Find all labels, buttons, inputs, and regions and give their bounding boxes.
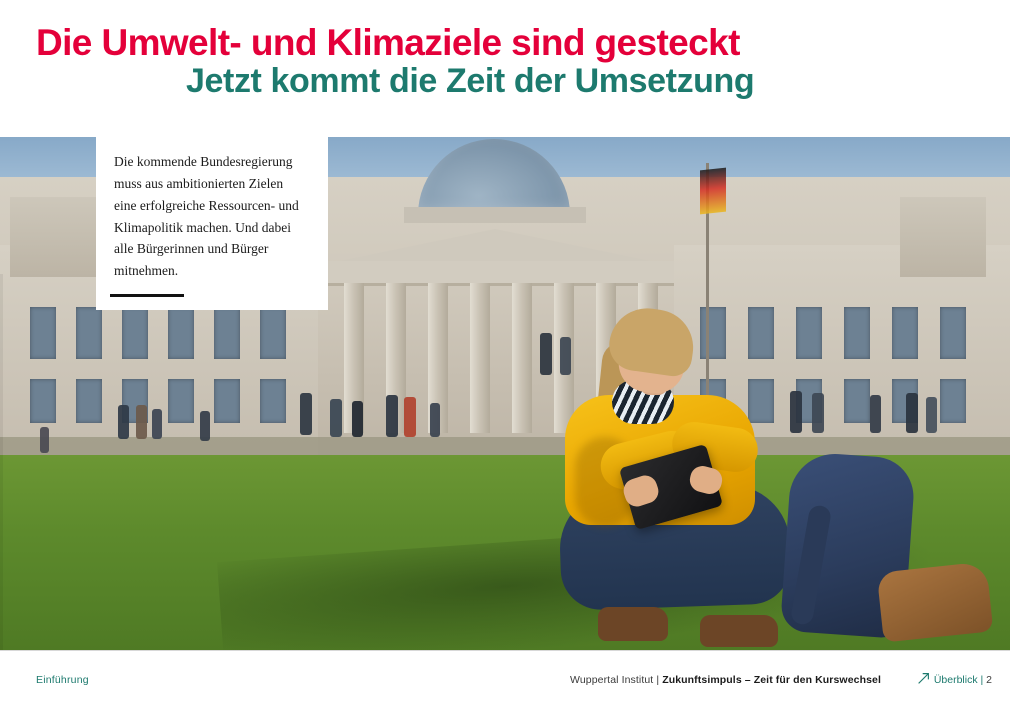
footer-page-number: 2 (986, 674, 992, 686)
footer-section-label[interactable]: Einführung (36, 674, 89, 686)
footer-publication-title: Zukunftsimpuls – Zeit für den Kurswechsel (662, 674, 881, 686)
subject-shoe (700, 615, 778, 647)
page-footer (0, 650, 1010, 715)
headline-block (0, 0, 1010, 137)
leather-boot (877, 561, 994, 642)
footer-overview-link[interactable] (934, 674, 992, 686)
footer-overview-label[interactable]: Überblick (933, 674, 978, 686)
page-subtitle: Jetzt kommt die Zeit der Umsetzung (186, 62, 755, 100)
intro-text-box (96, 137, 328, 310)
footer-publication (570, 674, 881, 686)
intro-text: Die kommende Bundesregierung muss aus ambitionierten Zielen eine erfolgreiche Ressourcen- und Klimapolitik machen. Und dabei alle Bürgerinnen und Bürger mitnehmen. (114, 154, 299, 279)
page-title: Die Umwelt- und Klimaziele sind gesteckt (36, 22, 740, 63)
footer-separator: | (977, 674, 987, 686)
footer-publisher: Wuppertal Institut | (570, 674, 663, 686)
intro-underline-rule (110, 294, 184, 297)
photo-left-edge (0, 274, 3, 650)
footer-divider (0, 650, 1010, 651)
subject-shoe (598, 607, 668, 641)
arrow-up-right-icon[interactable] (917, 672, 930, 685)
